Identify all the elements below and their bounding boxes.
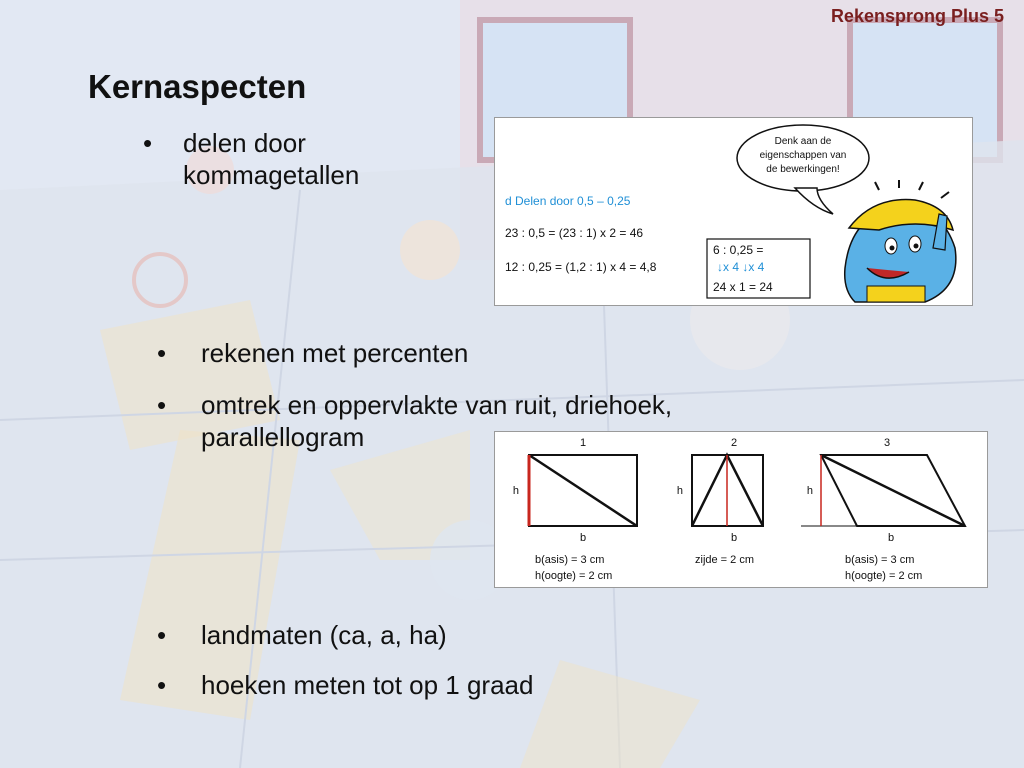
shape-number-2: 2 [730, 437, 738, 449]
shape-3-h-label: h [806, 485, 813, 497]
bullet-text-continued: parallellogram [201, 422, 365, 452]
bullet-dot: • [157, 670, 167, 700]
bullet-text: delen door [183, 128, 306, 158]
speech-bubble [737, 125, 869, 214]
cartoon-mascot [845, 180, 956, 302]
bullet-dot: • [157, 620, 167, 650]
division-box-line-1: 6 : 0,25 = [713, 243, 764, 257]
shape-2-text-1: zijde = 2 cm [695, 554, 754, 566]
bullet-text: landmaten (ca, a, ha) [201, 620, 447, 650]
bullet-text-continued: kommagetallen [183, 160, 360, 190]
division-line-2: 12 : 0,25 = (1,2 : 1) x 4 = 4,8 [505, 260, 657, 274]
shape-1-rectangle [529, 455, 637, 526]
division-example-panel [494, 117, 973, 306]
brand-header: Rekensprong Plus 5 [830, 6, 1004, 26]
shape-3-b-label: b [887, 532, 895, 544]
bullet-text: rekenen met percenten [201, 338, 469, 368]
shapes-example-panel [494, 431, 988, 588]
shape-2-b-label: b [730, 532, 738, 544]
bullet-dot: • [157, 390, 167, 420]
bullet-dot: • [157, 338, 167, 368]
slide-title: Kernaspecten [88, 68, 307, 105]
shape-number-1: 1 [579, 437, 587, 449]
division-box-line-2: ↓x 4 ↓x 4 [717, 260, 765, 274]
bullet-text: hoeken meten tot op 1 graad [201, 670, 534, 700]
bullet-text: omtrek en oppervlakte van ruit, driehoek, [201, 390, 673, 420]
shape-3-text-1: b(asis) = 3 cm [845, 554, 915, 566]
division-line-1: 23 : 0,5 = (23 : 1) x 2 = 46 [505, 226, 644, 240]
shape-2-triangle [692, 455, 763, 526]
shape-1-text-1: b(asis) = 3 cm [535, 554, 605, 566]
shape-1-h-label: h [512, 485, 519, 497]
shape-3-text-2: h(oogte) = 2 cm [845, 570, 923, 582]
shape-number-3: 3 [883, 437, 891, 449]
shape-3-parallelogram [801, 455, 965, 526]
division-heading: d Delen door 0,5 – 0,25 [505, 194, 631, 208]
bubble-line-1: Denk aan de [774, 136, 832, 147]
shape-1-text-2: h(oogte) = 2 cm [535, 570, 613, 582]
division-box-line-3: 24 x 1 = 24 [713, 280, 773, 294]
bubble-line-2: eigenschappen van [759, 150, 847, 161]
bubble-line-3: de bewerkingen! [766, 164, 840, 175]
bullet-dot: • [143, 128, 153, 158]
shape-2-h-label: h [676, 485, 683, 497]
shape-1-b-label: b [579, 532, 587, 544]
